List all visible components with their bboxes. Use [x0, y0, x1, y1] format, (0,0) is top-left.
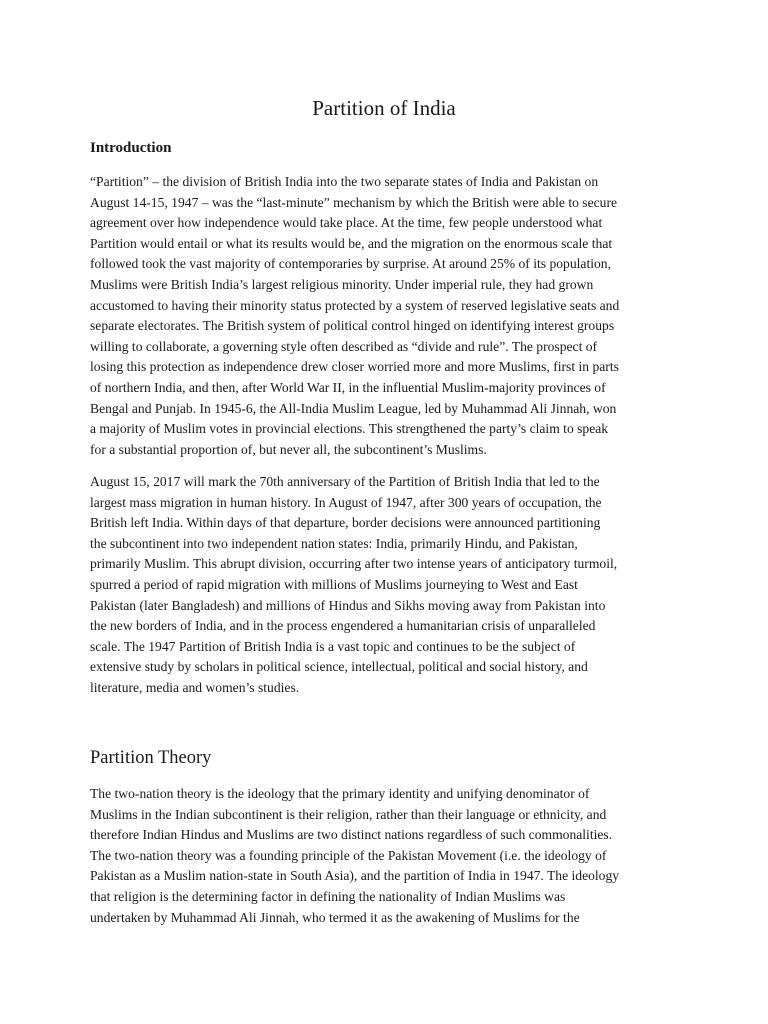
text-line: Muslims were British India’s largest religious minority. Under imperial rule, they had grown	[90, 276, 594, 292]
text-line: Bengal and Punjab. In 1945-6, the All-India Muslim League, led by Muhammad Ali Jinnah, won	[90, 400, 617, 416]
text-line: Muslims in the Indian subcontinent is their religion, rather than their language or ethnicity, and	[90, 806, 607, 822]
text-line: therefore Indian Hindus and Muslims are two distinct nations regardless of such commonalities.	[90, 827, 613, 843]
text-line: undertaken by Muhammad Ali Jinnah, who termed it as the awakening of Muslims for the	[90, 909, 580, 925]
text-line: extensive study by scholars in political science, intellectual, political and social history, and	[90, 659, 588, 675]
paragraph-partition-theory-1	[90, 784, 619, 928]
text-line: agreement over how independence would take place. At the time, few people understood what	[90, 215, 603, 231]
text-line: accustomed to having their minority status protected by a system of reserved legislative seats and	[90, 297, 620, 313]
text-line: Pakistan (later Bangladesh) and millions of Hindus and Sikhs moving away from Pakistan into	[90, 597, 606, 613]
text-line: followed took the vast majority of contemporaries by surprise. At around 25% of its population,	[90, 256, 611, 272]
section-heading-introduction: Introduction	[90, 140, 172, 156]
paragraph-introduction-2	[90, 472, 617, 699]
text-line: of northern India, and then, after World War II, in the influential Muslim-majority provinces of	[90, 379, 606, 395]
text-line: spurred a period of rapid migration with millions of Muslims journeying to West and East	[90, 576, 578, 592]
text-line: British left India. Within days of that departure, border decisions were announced partitioning	[90, 515, 601, 531]
section-heading-partition-theory: Partition Theory	[90, 748, 212, 768]
text-line: primarily Muslim. This abrupt division, occurring after two intense years of anticipatory turmoil,	[90, 556, 618, 572]
document-title: Partition of India	[312, 96, 456, 120]
text-line: August 15, 2017 will mark the 70th anniversary of the Partition of British India that led to the	[90, 474, 600, 489]
text-line: separate electorates. The British system of political control hinged on identifying interest groups	[90, 318, 615, 334]
text-line: literature, media and women’s studies.	[90, 679, 300, 695]
text-line: largest mass migration in human history. In August of 1947, after 300 years of occupation, the	[90, 494, 602, 510]
text-line: losing this protection as independence drew closer worried more and more Muslims, first in parts	[90, 359, 619, 375]
paragraph-introduction-1	[90, 172, 619, 460]
text-line: that religion is the determining factor in defining the nationality of Indian Muslims was	[90, 888, 566, 904]
text-line: “Partition” – the division of British India into the two separate states of India and Pakistan on	[90, 174, 599, 189]
text-line: willing to collaborate, a governing style often described as “divide and rule”. The prospect of	[90, 338, 598, 354]
text-line: Partition would entail or what its results would be, and the migration on the enormous scale that	[90, 235, 613, 251]
text-line: the subcontinent into two independent nation states: India, primarily Hindu, and Pakistan,	[90, 535, 578, 551]
text-line: the new borders of India, and in the process engendered a humanitarian crisis of unparalleled	[90, 618, 596, 634]
text-line: August 14-15, 1947 – was the “last-minute” mechanism by which the British were able to secure	[90, 194, 618, 210]
text-line: scale. The 1947 Partition of British India is a vast topic and continues to be the subject of	[90, 638, 576, 654]
text-line: a majority of Muslim votes in provincial elections. This strengthened the party’s claim to speak	[90, 421, 609, 437]
text-line: for a substantial proportion of, but never all, the subcontinent’s Muslims.	[90, 441, 487, 457]
text-line: Pakistan as a Muslim nation-state in South Asia), and the partition of India in 1947. The ideology	[90, 868, 620, 884]
text-line: The two-nation theory was a founding principle of the Pakistan Movement (i.e. the ideology of	[90, 847, 607, 863]
text-line: The two-nation theory is the ideology that the primary identity and unifying denominator of	[90, 786, 590, 801]
